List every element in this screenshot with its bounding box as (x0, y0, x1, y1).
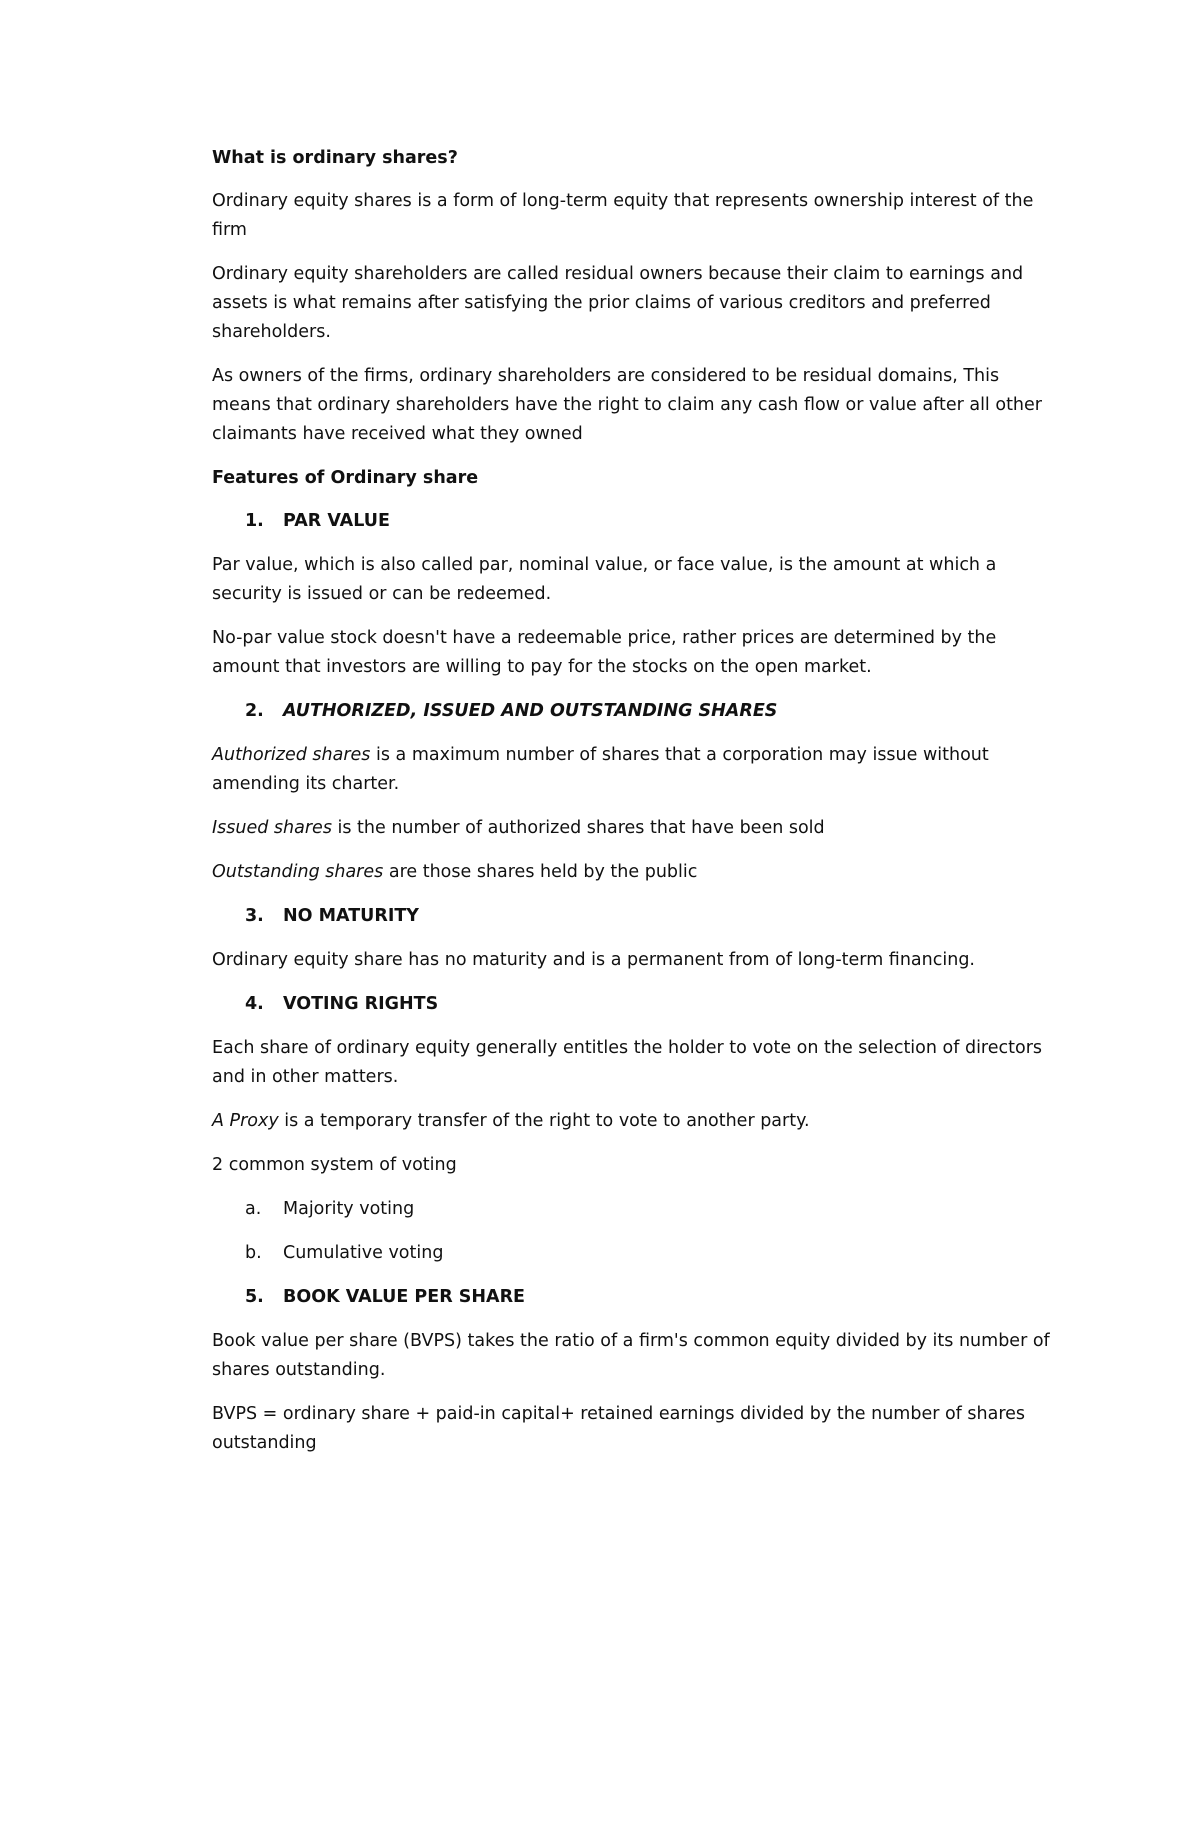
list-item-text: Cumulative voting (283, 1243, 444, 1263)
par-value-paragraph-1: Par value, which is also called par, nominal value, or face value, is the amount at which a security is issued or can be redeemed. (212, 555, 997, 604)
list-item-label: b. (245, 1243, 262, 1263)
section-heading-no-maturity (212, 902, 1052, 931)
section-number: 5. (245, 1287, 264, 1307)
voting-systems-intro: 2 common system of voting (212, 1155, 457, 1175)
section-heading-book-value (212, 1283, 1052, 1312)
outstanding-shares-text: are those shares held by the public (383, 862, 698, 882)
section-title: PAR VALUE (283, 511, 390, 531)
section-title: NO MATURITY (283, 906, 419, 926)
proxy-paragraph (212, 1107, 1052, 1136)
outstanding-shares-paragraph (212, 858, 1052, 887)
intro-paragraph-2: Ordinary equity shareholders are called residual owners because their claim to earnings and assets is what remains after satisfying the prior claims of various creditors and preferred shareholders. (212, 264, 1024, 342)
intro-paragraph-1: Ordinary equity shares is a form of long-term equity that represents ownership interest of the firm (212, 191, 1034, 240)
list-item-label: a. (245, 1199, 262, 1219)
par-value-paragraph-2: No-par value stock doesn't have a redeemable price, rather prices are determined by the amount that investors are willing to pay for the stocks on the open market. (212, 628, 997, 677)
list-item (212, 1195, 1052, 1224)
proxy-text: is a temporary transfer of the right to vote to another party. (278, 1111, 810, 1131)
section-title: AUTHORIZED, ISSUED AND OUTSTANDING SHARES (283, 701, 778, 721)
features-heading: Features of Ordinary share (212, 468, 479, 488)
section-title: VOTING RIGHTS (283, 994, 439, 1014)
no-maturity-paragraph: Ordinary equity share has no maturity and is a permanent from of long-term financing. (212, 950, 975, 970)
outstanding-shares-term: Outstanding shares (212, 862, 384, 882)
issued-shares-paragraph (212, 814, 1052, 843)
section-number: 1. (245, 511, 264, 531)
book-value-paragraph-1: Book value per share (BVPS) takes the ratio of a firm's common equity divided by its number of shares outstanding. (212, 1331, 1050, 1380)
voting-rights-paragraph: Each share of ordinary equity generally entitles the holder to vote on the selection of directors and in other matters. (212, 1038, 1043, 1087)
proxy-term: A Proxy (212, 1111, 279, 1131)
authorized-shares-term: Authorized shares (212, 745, 371, 765)
section-number: 4. (245, 994, 264, 1014)
issued-shares-term: Issued shares (212, 818, 332, 838)
section-heading-voting-rights (212, 990, 1052, 1019)
issued-shares-text: is the number of authorized shares that have been sold (331, 818, 825, 838)
section-heading-par-value (212, 507, 1052, 536)
list-item (212, 1239, 1052, 1268)
document-page (212, 144, 1052, 1473)
section-number: 3. (245, 906, 264, 926)
section-heading-authorized-shares (212, 697, 1052, 726)
intro-paragraph-3: As owners of the firms, ordinary shareholders are considered to be residual domains, This means that ordinary shareholders have the right to claim any cash flow or value after all other claimants have received what they owned (212, 366, 1042, 444)
document-title: What is ordinary shares? (212, 148, 458, 168)
list-item-text: Majority voting (283, 1199, 415, 1219)
section-title: BOOK VALUE PER SHARE (283, 1287, 526, 1307)
authorized-shares-text: is a maximum number of shares that a corporation may issue without amending its charter. (212, 745, 989, 794)
section-number: 2. (245, 701, 264, 721)
book-value-paragraph-2: BVPS = ordinary share + paid-in capital+ retained earnings divided by the number of shares outstanding (212, 1404, 1026, 1453)
authorized-shares-paragraph (212, 741, 1052, 799)
